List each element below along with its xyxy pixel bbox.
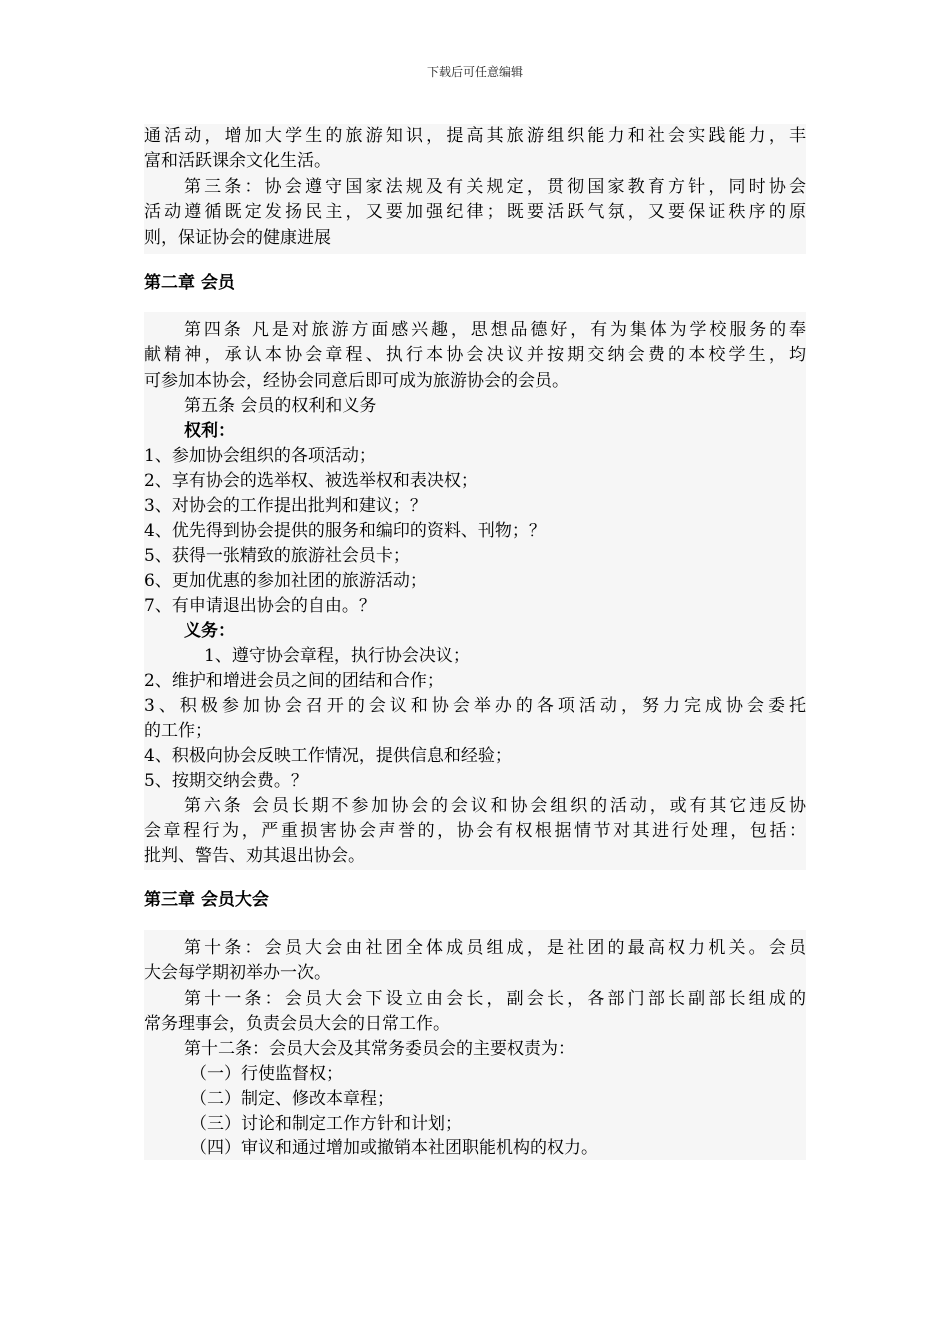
paragraph-line: 则，保证协会的健康进展 — [144, 228, 331, 248]
section-chapter-2 — [144, 312, 806, 870]
paragraph-line: 第四条 凡是对旅游方面感兴趣，思想品德好，有为集体为学校服务的奉 — [184, 320, 806, 340]
chapter-heading-2: 第二章 会员 — [144, 273, 235, 293]
paragraph-line: 第六条 会员长期不参加协会的会议和协会组织的活动，或有其它违反协 — [184, 796, 806, 816]
paragraph-line: 第十一条：会员大会下设立由会长，副会长，各部门部长副部长组成的 — [184, 989, 806, 1009]
paragraph-line: 常务理事会，负责会员大会的日常工作。 — [144, 1014, 450, 1034]
list-item: 3、积极参加协会召开的会议和协会举办的各项活动，努力完成协会委托 — [144, 696, 806, 716]
list-item: 7、有申请退出协会的自由。？ — [144, 596, 376, 616]
list-item: （一）行使监督权； — [190, 1064, 343, 1084]
paragraph-line: 大会每学期初举办一次。 — [144, 963, 331, 983]
list-item: 4、积极向协会反映工作情况，提供信息和经验； — [144, 746, 512, 766]
page-header-note: 下载后可任意编辑 — [426, 65, 523, 79]
paragraph-line: 富和活跃课余文化生活。 — [144, 151, 331, 171]
paragraph-line: 批判、警告、劝其退出协会。 — [144, 846, 365, 866]
list-item: 5、获得一张精致的旅游社会员卡； — [144, 546, 410, 566]
paragraph-line: 第五条 会员的权利和义务 — [184, 396, 377, 416]
paragraph-line: 通活动，增加大学生的旅游知识，提高其旅游组织能力和社会实践能力，丰 — [144, 126, 806, 146]
list-item: 4、优先得到协会提供的服务和编印的资料、刊物；？ — [144, 521, 546, 541]
section-chapter-3 — [144, 930, 806, 1160]
list-item: 2、维护和增进会员之间的团结和合作； — [144, 671, 444, 691]
paragraph-line: 可参加本协会，经协会同意后即可成为旅游协会的会员。 — [144, 371, 569, 391]
list-item: 5、按期交纳会费。？ — [144, 771, 308, 791]
paragraph-line: 献精神，承认本协会章程、执行本协会决议并按期交纳会费的本校学生，均 — [144, 345, 806, 365]
paragraph-line: 第十条：会员大会由社团全体成员组成，是社团的最高权力机关。会员 — [184, 938, 806, 958]
list-item: 3、对协会的工作提出批判和建议；？ — [144, 496, 427, 516]
paragraph-line: 会章程行为，严重损害协会声誉的，协会有权根据情节对其进行处理，包括： — [144, 821, 806, 841]
list-item: 2、享有协会的选举权、被选举权和表决权； — [144, 471, 478, 491]
list-item: （四）审议和通过增加或撤销本社团职能机构的权力。 — [190, 1138, 598, 1158]
chapter-heading-3: 第三章 会员大会 — [144, 890, 269, 910]
list-item: 6、更加优惠的参加社团的旅游活动； — [144, 571, 427, 591]
rights-label: 权利： — [184, 421, 235, 441]
paragraph-line: 活动遵循既定发扬民主，又要加强纪律；既要活跃气氛，又要保证秩序的原 — [144, 202, 806, 222]
list-item: 1、参加协会组织的各项活动； — [144, 446, 376, 466]
list-item: 1、遵守协会章程，执行协会决议； — [204, 646, 470, 666]
duties-label: 义务： — [184, 621, 235, 641]
section-intro — [144, 124, 806, 254]
list-item: 的工作； — [144, 721, 212, 741]
paragraph-line: 第十二条：会员大会及其常务委员会的主要权责为： — [184, 1039, 575, 1059]
list-item: （三）讨论和制定工作方针和计划； — [190, 1114, 462, 1134]
paragraph-line: 第三条：协会遵守国家法规及有关规定，贯彻国家教育方针，同时协会 — [184, 177, 806, 197]
list-item: （二）制定、修改本章程； — [190, 1089, 394, 1109]
